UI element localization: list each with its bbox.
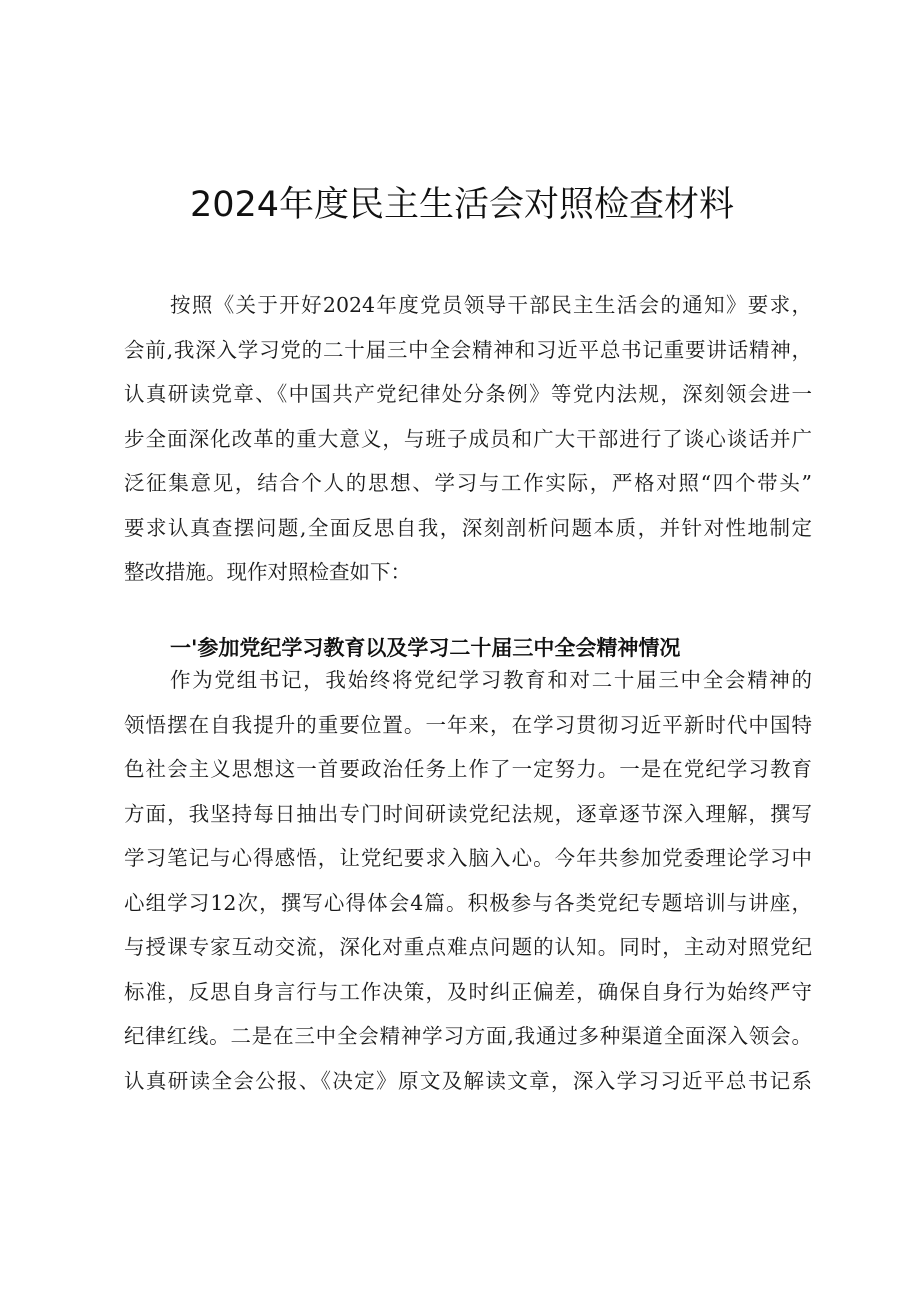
paragraph-line: 标准，反思自身言行与工作决策，及时纠正偏差，确保自身行为始终严守 [124,979,812,1004]
paragraph-line: 纪律红线。二是在三中全会精神学习方面,我通过多种渠道全面深入领会。 [124,1024,812,1048]
document-title: 2024年度民主生活会对照检查材料 [189,185,735,226]
paragraph-line: 学习笔记与心得感悟，让党纪要求入脑入心。今年共参加党委理论学习中 [124,846,812,870]
paragraph-line: 心组学习12次，撰写心得体会4篇。积极参与各类党纪专题培训与讲座， [124,890,812,915]
paragraph-line: 色社会主义思想这一首要政治任务上作了一定努力。一是在党纪学习教育 [124,757,812,781]
paragraph-line: 作为党组书记，我始终将党纪学习教育和对二十届三中全会精神的 [170,668,812,692]
paragraph-line: 认真研读党章、《中国共产党纪律处分条例》等党内法规，深刻领会进一 [124,382,812,406]
paragraph-line: 方面，我坚持每日抽出专门时间研读党纪法规，逐章逐节深入理解，撰写 [124,801,812,826]
paragraph-line: 泛征集意见，结合个人的思想、学习与工作实际，严格对照“四个带头” [124,471,812,495]
paragraph-line: 整改措施。现作对照检查如下： [124,560,411,584]
paragraph-line: 步全面深化改革的重大意义，与班子成员和广大干部进行了谈心谈话并广 [124,426,812,451]
intro-paragraph [124,283,812,595]
paragraph-line: 会前,我深入学习党的二十届三中全会精神和习近平总书记重要讲话精神， [124,337,812,362]
paragraph-line: 认真研读全会公报、《决定》原文及解读文章，深入学习习近平总书记系 [124,1068,812,1093]
paragraph-line: 领悟摆在自我提升的重要位置。一年来，在学习贯彻习近平新时代中国特 [124,712,812,737]
paragraph-line: 与授课专家互动交流，深化对重点难点问题的认知。同时，主动对照党纪 [124,935,812,959]
paragraph-line: 按照《关于开好2024年度党员领导干部民主生活会的通知》要求， [170,293,812,317]
paragraph-line: 要求认真查摆问题,全面反思自我，深刻剖析问题本质，并针对性地制定 [124,515,812,540]
section-paragraph [124,658,812,1103]
section-heading: 一'参加党纪学习教育以及学习二十届三中全会精神情况 [170,636,681,661]
